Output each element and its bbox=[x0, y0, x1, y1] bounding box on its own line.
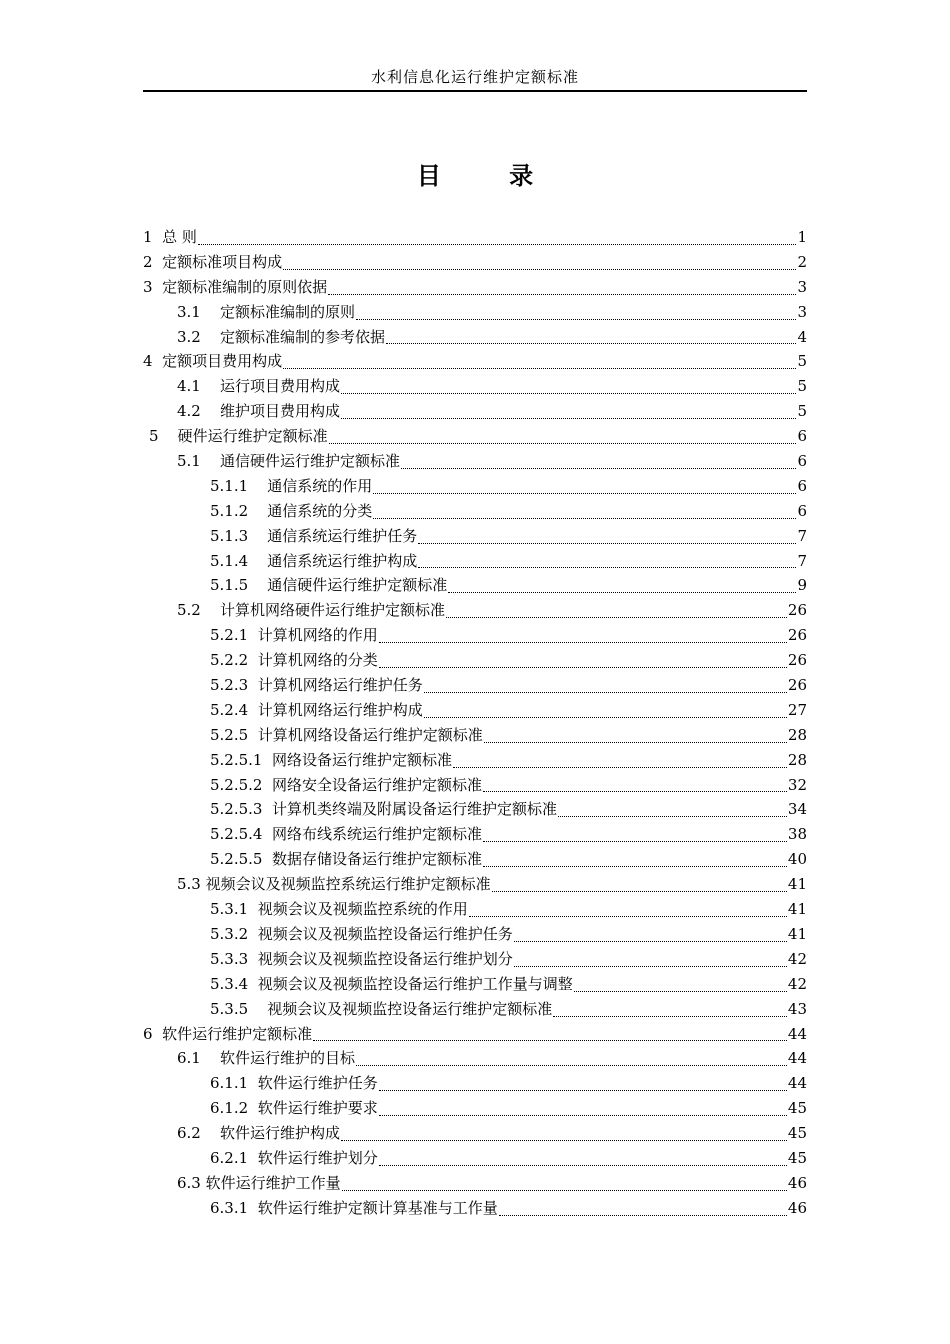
toc-entry-number: 5.2.5 bbox=[210, 725, 258, 744]
toc-entry-number: 6.2.1 bbox=[210, 1148, 258, 1167]
toc-entry[interactable] bbox=[143, 947, 807, 972]
toc-entry-number: 5.3.2 bbox=[210, 924, 258, 943]
toc-entry-number: 5.2.5.2 bbox=[210, 775, 273, 794]
toc-entry-title: 视频会议及视频监控设备运行维护定额标准 bbox=[267, 999, 553, 1018]
toc-entry-page: 9 bbox=[797, 576, 807, 595]
toc-entry-page: 45 bbox=[787, 1099, 807, 1118]
toc-entry-number: 6 bbox=[143, 1024, 163, 1043]
toc-entry-title: 计算机类终端及附属设备运行维护定额标准 bbox=[272, 800, 558, 819]
toc-entry-number: 2 bbox=[143, 252, 163, 271]
toc-dot-leader bbox=[483, 791, 787, 792]
toc-entry-page: 38 bbox=[787, 825, 807, 844]
toc-entry-page: 5 bbox=[797, 402, 807, 421]
toc-entry-title: 软件运行维护要求 bbox=[257, 1099, 378, 1118]
toc-entry[interactable] bbox=[143, 225, 807, 250]
toc-dot-leader bbox=[379, 1115, 787, 1116]
toc-dot-leader bbox=[484, 742, 787, 743]
toc-entry-number: 5.3.1 bbox=[210, 900, 258, 919]
toc-entry-title: 通信系统的作用 bbox=[267, 476, 373, 495]
toc-dot-leader bbox=[379, 1165, 787, 1166]
toc-entry-number: 5.1.4 bbox=[210, 551, 268, 570]
toc-entry[interactable] bbox=[143, 872, 807, 897]
toc-entry-number: 5.2.3 bbox=[210, 676, 258, 695]
toc-entry-number: 4.1 bbox=[177, 377, 220, 396]
toc-entry-page: 41 bbox=[787, 924, 807, 943]
toc-dot-leader bbox=[514, 966, 787, 967]
toc-dot-leader bbox=[514, 941, 787, 942]
toc-entry-title: 视频会议及视频监控系统运行维护定额标准 bbox=[205, 875, 491, 894]
toc-entry-title: 数据存储设备运行维护定额标准 bbox=[272, 850, 483, 869]
toc-entry-page: 40 bbox=[787, 850, 807, 869]
toc-entry[interactable] bbox=[143, 997, 807, 1022]
toc-dot-leader bbox=[469, 916, 787, 917]
running-header-title: 水利信息化运行维护定额标准 bbox=[370, 68, 579, 86]
toc-entry-number: 4.2 bbox=[177, 402, 220, 421]
toc-entry[interactable] bbox=[143, 1196, 807, 1221]
toc-entry[interactable] bbox=[143, 424, 807, 449]
toc-entry[interactable] bbox=[143, 1146, 807, 1171]
toc-entry[interactable] bbox=[143, 723, 807, 748]
running-header bbox=[143, 66, 807, 92]
toc-entry-number: 5.1.3 bbox=[210, 526, 268, 545]
toc-dot-leader bbox=[328, 294, 796, 295]
toc-entry[interactable] bbox=[143, 822, 807, 847]
toc-entry[interactable] bbox=[143, 1171, 807, 1196]
toc-entry-title: 计算机网络运行维护构成 bbox=[257, 700, 423, 719]
toc-entry-number: 5.2.5.1 bbox=[210, 750, 273, 769]
toc-entry[interactable] bbox=[143, 648, 807, 673]
toc-dot-leader bbox=[198, 244, 797, 245]
toc-entry-number: 6.1 bbox=[177, 1049, 220, 1068]
toc-entry-page: 43 bbox=[787, 999, 807, 1018]
toc-entry-title: 视频会议及视频监控设备运行维护划分 bbox=[257, 949, 513, 968]
toc-entry-number: 5.2.5.4 bbox=[210, 825, 273, 844]
toc-entry-number: 6.1.1 bbox=[210, 1074, 258, 1093]
toc-entry-title: 网络布线系统运行维护定额标准 bbox=[272, 825, 483, 844]
toc-dot-leader bbox=[341, 393, 797, 394]
toc-entry[interactable] bbox=[143, 250, 807, 275]
toc-entry-title: 总 则 bbox=[162, 228, 197, 246]
toc-dot-leader bbox=[386, 343, 797, 344]
toc-entry-page: 3 bbox=[797, 277, 807, 296]
toc-entry[interactable] bbox=[143, 524, 807, 549]
toc-entry[interactable] bbox=[143, 300, 807, 325]
toc-entry-title: 定额项目费用构成 bbox=[162, 352, 283, 371]
toc-entry-page: 5 bbox=[797, 352, 807, 371]
toc-entry-page: 3 bbox=[797, 302, 807, 321]
toc-entry[interactable] bbox=[143, 773, 807, 798]
toc-entry[interactable] bbox=[143, 499, 807, 524]
toc-dot-leader bbox=[356, 1065, 787, 1066]
toc-entry-page: 7 bbox=[797, 551, 807, 570]
toc-dot-leader bbox=[373, 518, 796, 519]
toc-entry-number: 3.1 bbox=[177, 302, 220, 321]
toc-list bbox=[143, 225, 807, 1221]
toc-entry-title: 计算机网络设备运行维护定额标准 bbox=[257, 725, 483, 744]
toc-entry[interactable] bbox=[143, 399, 807, 424]
toc-entry-number: 5.1.2 bbox=[210, 501, 268, 520]
toc-dot-leader bbox=[446, 617, 787, 618]
toc-entry-number: 6.2 bbox=[177, 1124, 220, 1143]
toc-entry-title: 通信硬件运行维护定额标准 bbox=[219, 452, 400, 471]
toc-entry-title: 通信系统的分类 bbox=[267, 501, 373, 520]
toc-entry-title: 软件运行维护定额计算基准与工作量 bbox=[257, 1198, 498, 1217]
toc-dot-leader bbox=[418, 567, 796, 568]
toc-dot-leader bbox=[453, 767, 787, 768]
toc-entry-page: 2 bbox=[797, 252, 807, 271]
toc-entry[interactable] bbox=[143, 1022, 807, 1047]
toc-entry-number: 5.3 bbox=[177, 875, 206, 894]
toc-entry-page: 44 bbox=[787, 1049, 807, 1068]
toc-dot-leader bbox=[379, 667, 787, 668]
toc-entry-number: 5.1 bbox=[177, 452, 220, 471]
toc-title: 目 录 bbox=[416, 161, 564, 190]
toc-entry-number: 5 bbox=[149, 427, 178, 446]
toc-entry-page: 45 bbox=[787, 1124, 807, 1143]
toc-dot-leader bbox=[492, 891, 787, 892]
toc-entry-page: 44 bbox=[787, 1024, 807, 1043]
toc-entry[interactable] bbox=[143, 349, 807, 374]
toc-dot-leader bbox=[329, 443, 797, 444]
toc-dot-leader bbox=[342, 1190, 787, 1191]
toc-entry-title: 网络安全设备运行维护定额标准 bbox=[272, 775, 483, 794]
toc-entry-page: 42 bbox=[787, 949, 807, 968]
toc-entry-page: 45 bbox=[787, 1148, 807, 1167]
toc-entry-number: 5.3.3 bbox=[210, 949, 258, 968]
toc-dot-leader bbox=[356, 319, 797, 320]
toc-entry-number: 5.2.5.5 bbox=[210, 850, 273, 869]
toc-entry[interactable] bbox=[143, 897, 807, 922]
toc-dot-leader bbox=[424, 717, 787, 718]
toc-entry[interactable] bbox=[143, 748, 807, 773]
toc-entry-page: 46 bbox=[787, 1173, 807, 1192]
toc-entry-title: 软件运行维护构成 bbox=[219, 1124, 340, 1143]
toc-entry[interactable] bbox=[143, 623, 807, 648]
toc-entry-page: 6 bbox=[797, 501, 807, 520]
toc-entry-title: 视频会议及视频监控设备运行维护任务 bbox=[257, 924, 513, 943]
toc-entry-page: 6 bbox=[797, 452, 807, 471]
toc-entry[interactable] bbox=[143, 598, 807, 623]
toc-dot-leader bbox=[483, 841, 787, 842]
toc-entry-number: 1 bbox=[143, 228, 163, 246]
toc-entry-title: 维护项目费用构成 bbox=[219, 402, 340, 421]
toc-entry-page: 26 bbox=[787, 626, 807, 645]
toc-dot-leader bbox=[341, 1140, 787, 1141]
toc-entry[interactable] bbox=[143, 1046, 807, 1071]
toc-entry-page: 4 bbox=[797, 327, 807, 346]
toc-entry[interactable] bbox=[143, 449, 807, 474]
toc-entry-title: 定额标准编制的原则 bbox=[219, 302, 355, 321]
toc-entry[interactable] bbox=[143, 847, 807, 872]
toc-entry-page: 44 bbox=[787, 1074, 807, 1093]
toc-entry-title: 软件运行维护工作量 bbox=[205, 1173, 341, 1192]
toc-entry-page: 28 bbox=[787, 750, 807, 769]
toc-entry-number: 5.2.2 bbox=[210, 651, 258, 670]
toc-entry-number: 5.2.1 bbox=[210, 626, 258, 645]
toc-entry[interactable] bbox=[143, 374, 807, 399]
toc-entry-title: 计算机网络硬件运行维护定额标准 bbox=[219, 601, 445, 620]
toc-dot-leader bbox=[373, 493, 796, 494]
toc-entry-page: 41 bbox=[787, 900, 807, 919]
toc-dot-leader bbox=[313, 1040, 787, 1041]
toc-entry-page: 32 bbox=[787, 775, 807, 794]
toc-dot-leader bbox=[379, 642, 787, 643]
toc-entry-page: 26 bbox=[787, 651, 807, 670]
toc-entry[interactable] bbox=[143, 275, 807, 300]
toc-entry-title: 视频会议及视频监控设备运行维护工作量与调整 bbox=[257, 974, 573, 993]
toc-dot-leader bbox=[424, 692, 787, 693]
toc-entry-number: 5.2 bbox=[177, 601, 220, 620]
toc-entry-page: 42 bbox=[787, 974, 807, 993]
toc-entry[interactable] bbox=[143, 698, 807, 723]
toc-entry-page: 28 bbox=[787, 725, 807, 744]
toc-entry-page: 26 bbox=[787, 676, 807, 695]
toc-entry-title: 计算机网络的作用 bbox=[257, 626, 378, 645]
toc-entry[interactable] bbox=[143, 972, 807, 997]
toc-entry-title: 计算机网络的分类 bbox=[257, 651, 378, 670]
toc-entry-title: 网络设备运行维护定额标准 bbox=[272, 750, 453, 769]
toc-dot-leader bbox=[558, 816, 787, 817]
toc-entry[interactable] bbox=[143, 325, 807, 350]
toc-entry-title: 软件运行维护的目标 bbox=[219, 1049, 355, 1068]
toc-entry-page: 1 bbox=[797, 228, 807, 246]
toc-entry-page: 27 bbox=[787, 700, 807, 719]
toc-entry-title: 软件运行维护定额标准 bbox=[162, 1024, 313, 1043]
toc-entry-number: 5.1.5 bbox=[210, 576, 268, 595]
toc-entry-number: 5.3.4 bbox=[210, 974, 258, 993]
toc-dot-leader bbox=[379, 1090, 787, 1091]
toc-entry-title: 通信系统运行维护构成 bbox=[267, 551, 418, 570]
toc-entry-number: 3.2 bbox=[177, 327, 220, 346]
toc-entry-number: 3 bbox=[143, 277, 163, 296]
toc-entry-title: 通信硬件运行维护定额标准 bbox=[267, 576, 448, 595]
toc-entry-page: 6 bbox=[797, 427, 807, 446]
toc-entry[interactable] bbox=[143, 474, 807, 499]
toc-dot-leader bbox=[341, 418, 797, 419]
toc-entry-page: 46 bbox=[787, 1198, 807, 1217]
toc-entry-title: 视频会议及视频监控系统的作用 bbox=[257, 900, 468, 919]
toc-entry[interactable] bbox=[143, 1071, 807, 1096]
toc-entry-page: 7 bbox=[797, 526, 807, 545]
toc-dot-leader bbox=[418, 543, 796, 544]
toc-dot-leader bbox=[448, 592, 796, 593]
toc-entry-title: 硬件运行维护定额标准 bbox=[177, 427, 328, 446]
toc-entry-page: 41 bbox=[787, 875, 807, 894]
toc-entry[interactable] bbox=[143, 549, 807, 574]
toc-dot-leader bbox=[401, 468, 797, 469]
toc-entry-title: 软件运行维护划分 bbox=[257, 1148, 378, 1167]
toc-entry[interactable] bbox=[143, 922, 807, 947]
toc-entry[interactable] bbox=[143, 1121, 807, 1146]
toc-entry[interactable] bbox=[143, 573, 807, 598]
toc-entry-title: 定额标准编制的原则依据 bbox=[162, 277, 328, 296]
toc-entry-page: 6 bbox=[797, 476, 807, 495]
toc-entry[interactable] bbox=[143, 673, 807, 698]
toc-entry-title: 计算机网络运行维护任务 bbox=[257, 676, 423, 695]
toc-entry-number: 5.3.5 bbox=[210, 999, 268, 1018]
toc-entry-page: 34 bbox=[787, 800, 807, 819]
toc-entry-number: 6.3.1 bbox=[210, 1198, 258, 1217]
toc-dot-leader bbox=[283, 368, 796, 369]
toc-entry-title: 定额标准编制的参考依据 bbox=[219, 327, 385, 346]
toc-entry-title: 软件运行维护任务 bbox=[257, 1074, 378, 1093]
toc-entry-number: 6.3 bbox=[177, 1173, 206, 1192]
toc-entry-number: 4 bbox=[143, 352, 163, 371]
toc-entry[interactable] bbox=[143, 1096, 807, 1121]
toc-entry[interactable] bbox=[143, 797, 807, 822]
toc-dot-leader bbox=[574, 991, 787, 992]
toc-entry-number: 6.1.2 bbox=[210, 1099, 258, 1118]
toc-entry-page: 26 bbox=[787, 601, 807, 620]
toc-dot-leader bbox=[553, 1016, 787, 1017]
toc-dot-leader bbox=[283, 269, 796, 270]
toc-entry-number: 5.2.5.3 bbox=[210, 800, 273, 819]
toc-dot-leader bbox=[483, 866, 787, 867]
toc-entry-title: 通信系统运行维护任务 bbox=[267, 526, 418, 545]
toc-entry-page: 5 bbox=[797, 377, 807, 396]
toc-entry-number: 5.2.4 bbox=[210, 700, 258, 719]
toc-entry-title: 运行项目费用构成 bbox=[219, 377, 340, 396]
toc-entry-title: 定额标准项目构成 bbox=[162, 252, 283, 271]
toc-entry-number: 5.1.1 bbox=[210, 476, 268, 495]
toc-dot-leader bbox=[499, 1215, 787, 1216]
